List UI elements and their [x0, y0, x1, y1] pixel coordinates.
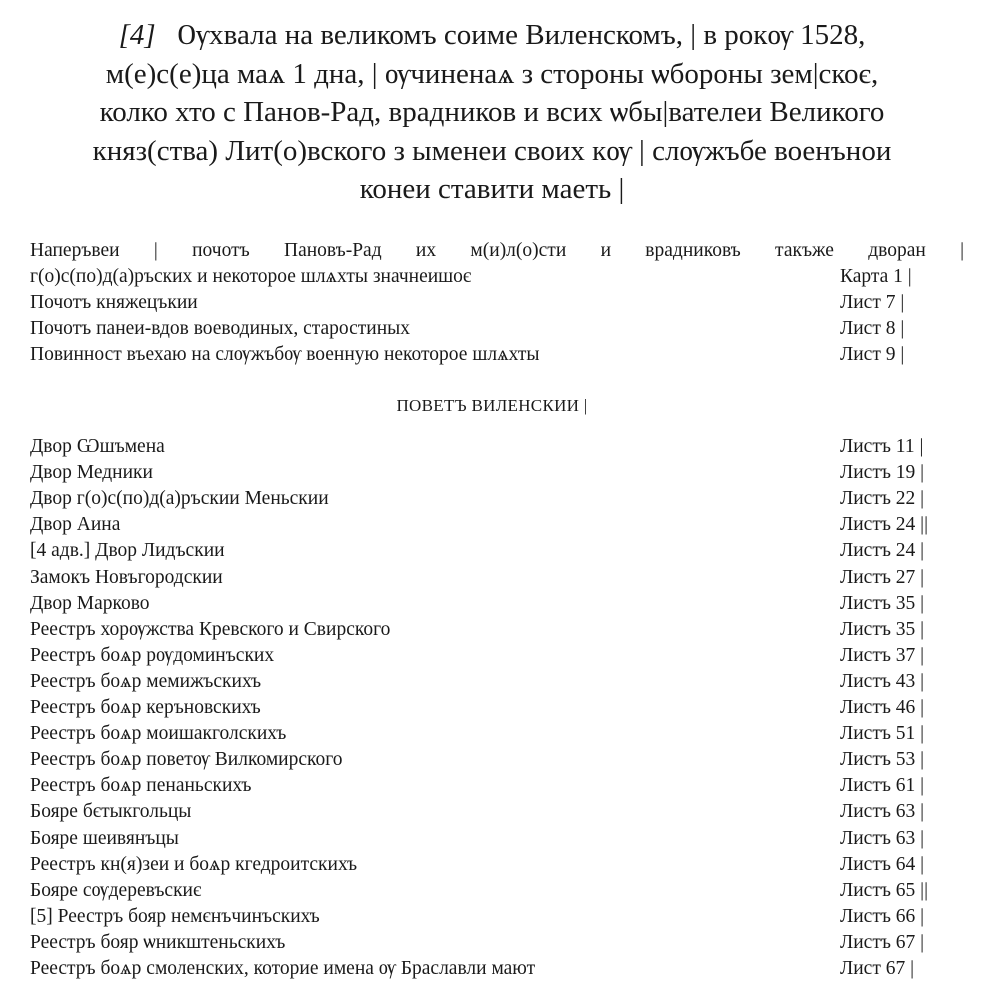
toc-row-ref: Листъ 64 | [840, 853, 925, 875]
title-line-1 [20, 16, 964, 55]
toc-row-label: [5] Реестръ бояр немєнъчинъскихъ [30, 905, 320, 927]
toc-row-ref: Листъ 61 | [840, 775, 925, 797]
toc-row-ref: Листъ 51 | [840, 723, 925, 745]
toc-row-label: Реестръ боѧр пенаньскихъ [30, 775, 252, 797]
toc-row-label: [4 адв.] Двор Лидъскии [30, 540, 225, 562]
toc-row-ref: Листъ 35 | [840, 592, 925, 614]
toc-row-label: Реестръ боѧр смоленских, которие имена ѹ Браславли мают [30, 958, 536, 979]
toc-row [30, 486, 950, 512]
title-note: [4] [118, 19, 156, 51]
toc-row-label: Реестръ кн(я)зеи и боѧр кгедроитскихъ [30, 853, 358, 875]
toc-row-ref: Листъ 19 | [840, 462, 925, 484]
toc-row-ref: Листъ 27 | [840, 566, 925, 588]
toc-row-label: Реестръ хорѹжства Кревского и Свирского [30, 618, 391, 640]
toc-row-ref: Листъ 63 | [840, 827, 925, 849]
toc-row [30, 643, 950, 669]
intro-row-label: г(о)с(по)д(а)ръских и некоторое шлѧхты значнеишоє [30, 266, 472, 287]
toc-row [30, 747, 950, 773]
toc-row-label: Двор Медники [30, 462, 153, 484]
intro-row-label: Почотъ панеи-вдов воеводиных, старостиных [30, 318, 411, 339]
title-line-4: княз(ства) Лит(о)вского з ыменеи своих кѹ | слѹжъбе военънои [92, 134, 892, 167]
toc-row-label: Реестръ боѧр рѹдоминъских [30, 644, 275, 666]
toc-row-ref: Листъ 53 | [840, 749, 925, 771]
toc-row [30, 460, 950, 486]
toc-row [30, 773, 950, 799]
intro-row [30, 342, 950, 368]
section-heading: ПОВЕТЪ ВИЛЕНСКИИ | [396, 396, 588, 415]
toc-row [30, 904, 950, 930]
toc-row-ref: Листъ 11 | [840, 436, 924, 457]
title-line-5: конеи ставити маеть | [359, 173, 625, 205]
title-line-2: м(е)с(е)ца маѧ 1 дна, | ѹчиненаѧ з стороны ѡбороны зем|скоє, [105, 57, 879, 90]
intro-row [30, 290, 950, 316]
toc-row [30, 591, 950, 617]
toc-row-label: Двор Аина [30, 514, 121, 536]
toc-row-ref: Листъ 35 | [840, 618, 925, 640]
toc-row-label: Реестръ боѧр керъновскихъ [30, 697, 261, 718]
toc-row [30, 956, 950, 982]
toc-row [30, 852, 950, 878]
title-line-1-text: Ѹхвала на великомъ соиме Виленскомъ, | в рокѹ 1528, [177, 19, 866, 51]
toc-row-ref: Листъ 22 | [840, 488, 925, 510]
toc-row-label: Двор Марково [30, 592, 150, 614]
toc-row [30, 617, 950, 643]
toc-row [30, 930, 950, 956]
toc-row [30, 695, 950, 721]
intro-row-label: Почотъ княжецъкии [30, 292, 198, 313]
toc-row [30, 565, 950, 591]
title-line-3: колко хто с Панов-Рад, врадников и всих ѡбы|вателеи Великого [99, 96, 885, 128]
intro-row [30, 316, 950, 342]
intro-row-ref: Карта 1 | [840, 266, 912, 287]
toc-row-ref: Листъ 46 | [840, 697, 925, 718]
toc-row-label: Двор Ѡшъмена [30, 436, 165, 457]
toc-row [30, 434, 950, 460]
toc-row-ref: Листъ 43 | [840, 670, 925, 692]
toc-row-ref: Листъ 67 | [840, 931, 925, 953]
toc-row-ref: Лист 67 | [840, 958, 914, 979]
intro-row-ref: Лист 7 | [840, 292, 905, 313]
toc-row-label: Двор г(о)с(по)д(а)ръскии Меньскии [30, 488, 329, 510]
toc-row-ref: Листъ 66 | [840, 905, 925, 927]
toc-row-label: Бояре сѹдеревъскиє [30, 879, 202, 901]
toc-row-ref: Листъ 24 | [840, 540, 925, 562]
toc-row [30, 721, 950, 747]
intro-row-ref: Лист 8 | [840, 318, 905, 339]
toc-row [30, 512, 950, 538]
toc-row-label: Реестръ боѧр моишакголскихъ [30, 723, 287, 745]
intro-first-line: Наперъвеи | почотъ Пановъ-Рад их м(и)л(о)сти и врадниковъ такъже дворан | [30, 240, 964, 261]
toc-row [30, 669, 950, 695]
toc-row [30, 538, 950, 564]
toc-row-label: Замокъ Новъгородскии [30, 566, 223, 588]
document-title [20, 16, 964, 209]
toc-row-label: Бояре шеивянъцы [30, 827, 179, 849]
toc-row-ref: Листъ 65 || [840, 879, 928, 901]
toc-row-label: Реестръ боѧр мемижъскихъ [30, 670, 262, 692]
intro-row [30, 264, 950, 290]
toc-row-ref: Листъ 63 | [840, 801, 925, 823]
toc-row-ref: Листъ 24 || [840, 514, 928, 536]
toc-row [30, 878, 950, 904]
toc-row [30, 799, 950, 825]
intro-row-ref: Лист 9 | [840, 344, 905, 365]
toc-row-label: Реестръ бояр ѡникштеньскихъ [30, 931, 286, 953]
intro-row-label: Повинност въехаю на слѹжъбѹ военную некоторое шлѧхты [30, 344, 540, 365]
toc-row-ref: Листъ 37 | [840, 644, 925, 666]
toc-row [30, 826, 950, 852]
toc-row-label: Бояре бєтыкгольцы [30, 801, 192, 823]
toc-row-label: Реестръ боѧр поветѹ Вилкомирского [30, 749, 343, 771]
